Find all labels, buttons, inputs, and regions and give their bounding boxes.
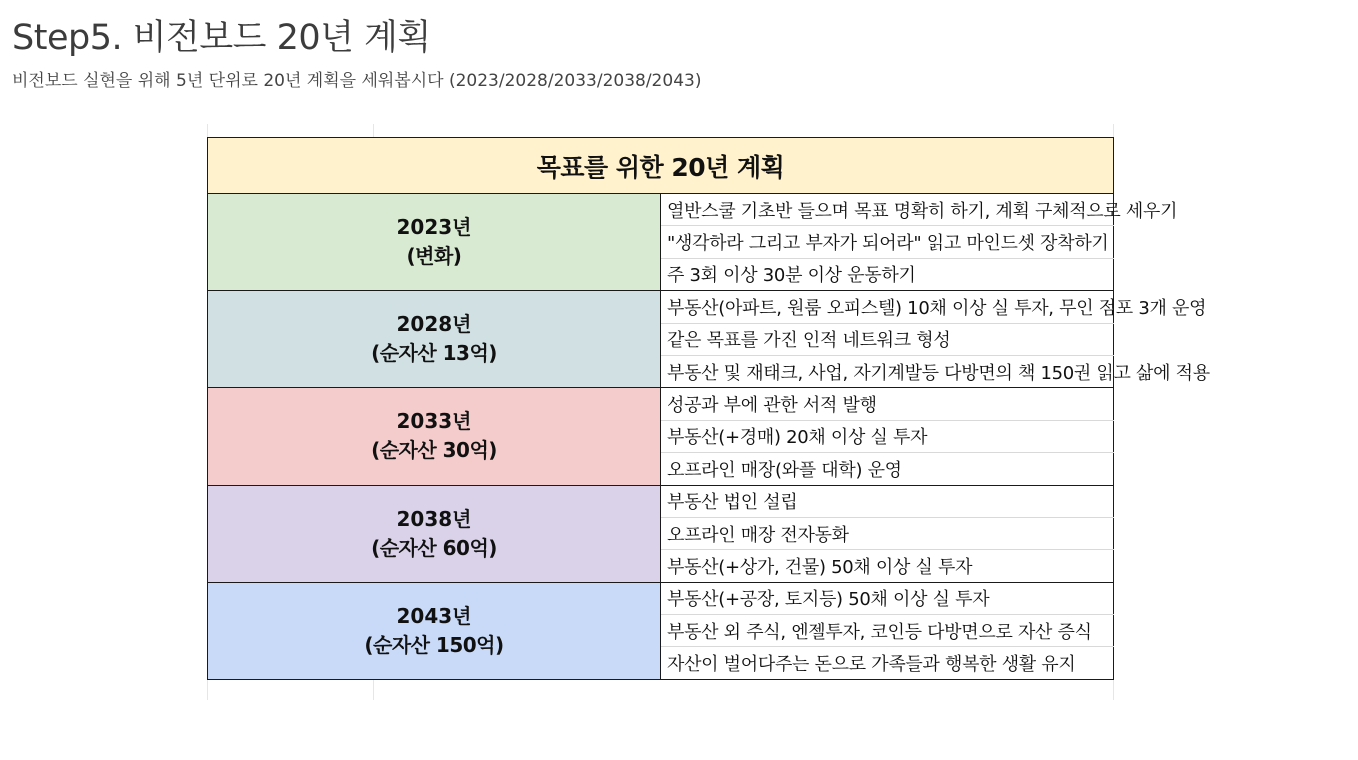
- goal-cell: 오프라인 매장(와플 대학) 운영: [661, 453, 1114, 485]
- year-sublabel: (변화): [406, 244, 462, 269]
- year-cell-2033: [208, 388, 661, 485]
- goal-cell: 성공과 부에 관한 서적 발행: [661, 388, 1114, 420]
- plan-sheet-image: [194, 124, 1210, 700]
- year-sublabel: (순자산 60억): [371, 535, 497, 560]
- year-label: 2023년: [396, 215, 472, 240]
- year-cell-2043: [208, 582, 661, 679]
- goal-cell: 오프라인 매장 전자동화: [661, 517, 1114, 549]
- table-row: [208, 582, 1114, 614]
- table-row: [208, 485, 1114, 517]
- goal-cell: 부동산(아파트, 원룸 오피스텔) 10채 이상 실 투자, 무인 점포 3개 운영: [661, 291, 1114, 323]
- goal-cell: 같은 목표를 가진 인적 네트워크 형성: [661, 323, 1114, 355]
- year-label: 2028년: [396, 312, 472, 337]
- table-row: [208, 194, 1114, 226]
- goal-cell: 자산이 벌어다주는 돈으로 가족들과 행복한 생활 유지: [661, 647, 1114, 679]
- page-subtitle: 비전보드 실현을 위해 5년 단위로 20년 계획을 세워봅시다 (2023/2028/2033/2038/2043): [12, 71, 702, 91]
- goal-cell: 부동산 법인 설립: [661, 485, 1114, 517]
- goal-cell: 열반스쿨 기초반 들으며 목표 명확히 하기, 계획 구체적으로 세우기: [661, 194, 1114, 226]
- table-row: [208, 291, 1114, 323]
- table-header: 목표를 위한 20년 계획: [208, 138, 1114, 194]
- year-label: 2043년: [396, 603, 472, 628]
- year-label: 2038년: [396, 506, 472, 531]
- goal-cell: 부동산 및 재태크, 사업, 자기계발등 다방면의 책 150권 읽고 삶에 적용: [661, 355, 1114, 387]
- year-cell-2038: [208, 485, 661, 582]
- plan-table: [207, 137, 1210, 680]
- year-sublabel: (순자산 30억): [371, 438, 497, 463]
- year-sublabel: (순자산 13억): [371, 341, 497, 366]
- year-cell-2028: [208, 291, 661, 388]
- year-cell-2023: [208, 194, 661, 291]
- year-sublabel: (순자산 150억): [364, 632, 504, 657]
- table-row: [208, 388, 1114, 420]
- page-title: Step5. 비전보드 20년 계획: [12, 18, 431, 58]
- year-label: 2033년: [396, 409, 472, 434]
- goal-cell: 부동산(+공장, 토지등) 50채 이상 실 투자: [661, 582, 1114, 614]
- goal-cell: 부동산 외 주식, 엔젤투자, 코인등 다방면으로 자산 증식: [661, 615, 1114, 647]
- goal-cell: 부동산(+상가, 건물) 50채 이상 실 투자: [661, 550, 1114, 582]
- goal-cell: 부동산(+경매) 20채 이상 실 투자: [661, 420, 1114, 452]
- goal-cell: "생각하라 그리고 부자가 되어라" 읽고 마인드셋 장착하기: [661, 226, 1114, 258]
- goal-cell: 주 3회 이상 30분 이상 운동하기: [661, 258, 1114, 290]
